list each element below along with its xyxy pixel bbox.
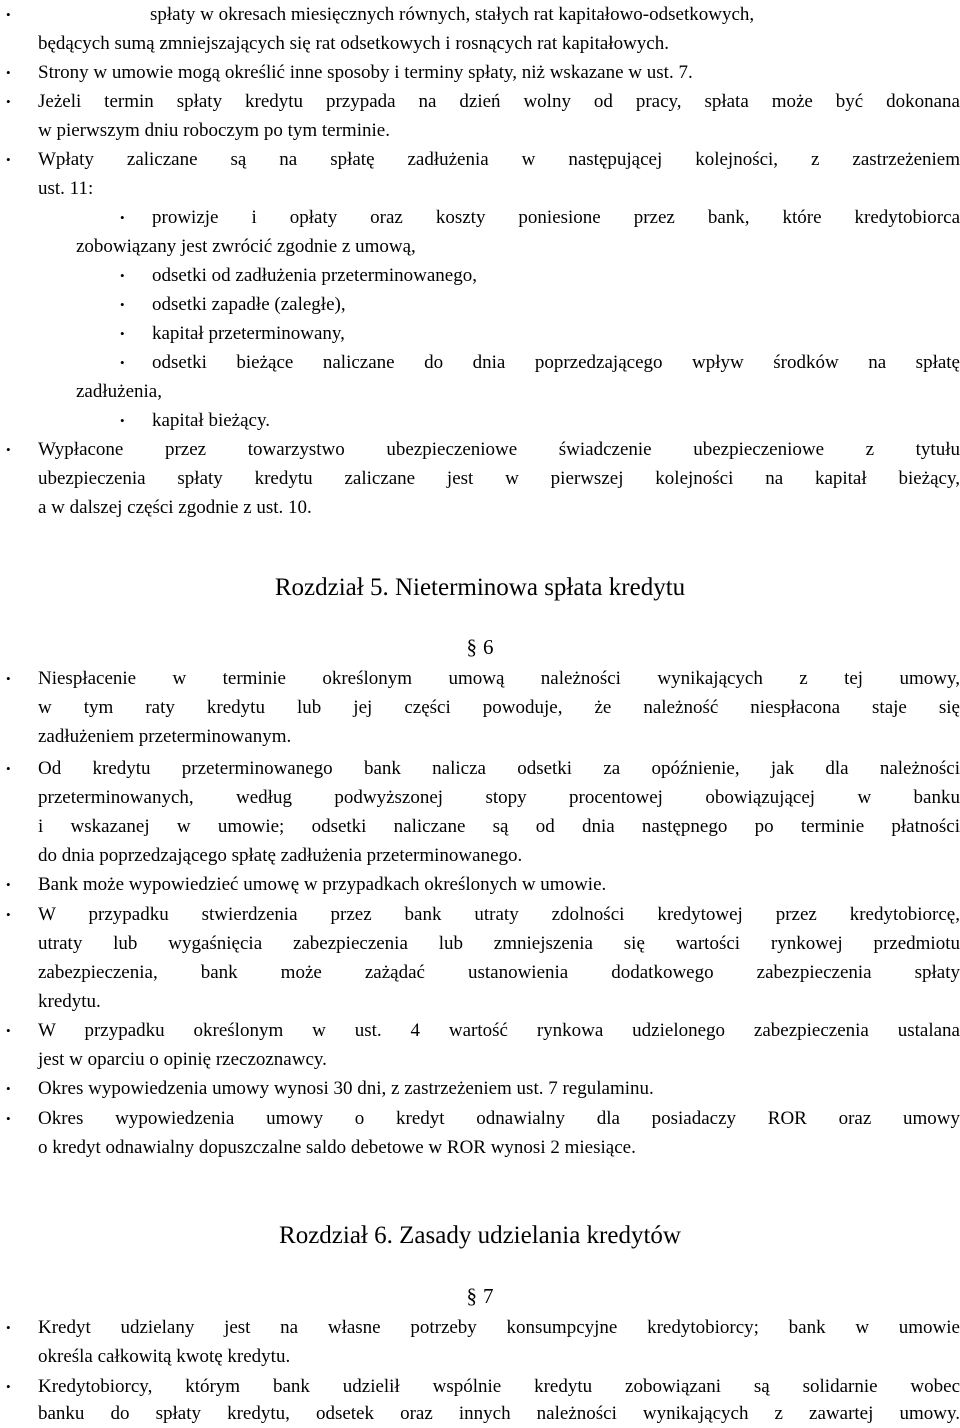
text-line: odsetki bieżące naliczane do dnia poprzedzającego wpływ środków na spłatę bbox=[152, 352, 960, 373]
text-line: a w dalszej części zgodnie z ust. 10. bbox=[38, 497, 312, 518]
list-bullet: • bbox=[6, 1320, 11, 1335]
section-sign: § bbox=[466, 635, 477, 659]
list-bullet: • bbox=[6, 1081, 11, 1096]
text-line: prowizje i opłaty oraz koszty poniesione przez bank, które kredytobiorca bbox=[152, 207, 960, 228]
text-line: do dnia poprzedzającego spłatę zadłużenia przeterminowanego. bbox=[38, 845, 523, 866]
text-line: kapitał bieżący. bbox=[152, 410, 270, 431]
text-line: Okres wypowiedzenia umowy o kredyt odnawialny dla posiadaczy ROR oraz umowy bbox=[38, 1108, 960, 1129]
list-bullet: • bbox=[6, 1379, 11, 1394]
text-line: odsetki zapadłe (zaległe), bbox=[152, 294, 346, 315]
text-line: kapitał przeterminowany, bbox=[152, 323, 345, 344]
text-line: w pierwszym dniu roboczym po tym terminie. bbox=[38, 120, 390, 141]
list-bullet: • bbox=[6, 761, 11, 776]
text-line: będących sumą zmniejszających się rat odsetkowych i rosnących rat kapitałowych. bbox=[38, 33, 669, 54]
text-line: Kredyt udzielany jest na własne potrzeby konsumpcyjne kredytobiorcy; bank w umowie bbox=[38, 1317, 960, 1338]
text-line: w tym raty kredytu lub jej części powoduje, że należność niespłacona staje się bbox=[38, 697, 960, 718]
list-bullet: • bbox=[6, 152, 11, 167]
chapter-heading: Rozdział 5. Nieterminowa spłata kredytu bbox=[274, 574, 686, 601]
text-line: banku do spłaty kredytu, odsetek oraz innych należności wynikających z zawartej umowy. bbox=[38, 1403, 960, 1424]
sub-list-bullet: • bbox=[120, 210, 125, 225]
text-line: utraty lub wygaśnięcia zabezpieczenia lub zmniejszenia się wartości rynkowej przedmiotu bbox=[38, 933, 960, 954]
paragraph-number-value: 7 bbox=[483, 1284, 494, 1308]
sub-list-bullet: • bbox=[120, 355, 125, 370]
paragraph-number-value: 6 bbox=[483, 635, 494, 659]
text-line: Od kredytu przeterminowanego bank nalicza odsetki za opóźnienie, jak dla należności bbox=[38, 758, 960, 779]
list-bullet: • bbox=[6, 65, 11, 80]
list-bullet: • bbox=[6, 1023, 11, 1038]
text-line: spłaty w okresach miesięcznych równych, stałych rat kapitałowo-odsetkowych, bbox=[150, 4, 755, 25]
text-line: W przypadku stwierdzenia przez bank utraty zdolności kredytowej przez kredytobiorcę, bbox=[38, 904, 960, 925]
text-line: ust. 11: bbox=[38, 178, 94, 199]
text-line: Kredytobiorcy, którym bank udzielił wspólnie kredytu zobowiązani są solidarnie wobec bbox=[38, 1376, 960, 1397]
section-sign: § bbox=[466, 1284, 477, 1308]
text-line: o kredyt odnawialny dopuszczalne saldo debetowe w ROR wynosi 2 miesiące. bbox=[38, 1137, 636, 1158]
chapter-heading: Rozdział 6. Zasady udzielania kredytów bbox=[279, 1222, 681, 1249]
list-bullet: • bbox=[6, 1111, 11, 1126]
text-line: Wpłaty zaliczane są na spłatę zadłużenia w następującej kolejności, z zastrzeżeniem bbox=[38, 149, 960, 170]
text-line: przeterminowanych, według podwyższonej stopy procentowej obowiązującej w banku bbox=[38, 787, 960, 808]
text-line: odsetki od zadłużenia przeterminowanego, bbox=[152, 265, 477, 286]
text-line: Strony w umowie mogą określić inne sposoby i terminy spłaty, niż wskazane w ust. 7. bbox=[38, 62, 693, 83]
text-line: Jeżeli termin spłaty kredytu przypada na dzień wolny od pracy, spłata może być dokonana bbox=[38, 91, 960, 112]
sub-list-bullet: • bbox=[120, 268, 125, 283]
text-line: zobowiązany jest zwrócić zgodnie z umową, bbox=[76, 236, 416, 257]
text-line: Niespłacenie w terminie określonym umową należności wynikających z tej umowy, bbox=[38, 668, 960, 689]
text-line: jest w oparciu o opinię rzeczoznawcy. bbox=[38, 1049, 327, 1070]
text-line: zadłużenia, bbox=[76, 381, 162, 402]
text-line: Bank może wypowiedzieć umowę w przypadkach określonych w umowie. bbox=[38, 874, 607, 895]
text-line: i wskazanej w umowie; odsetki naliczane są od dnia następnego po terminie płatności bbox=[38, 816, 960, 837]
list-bullet: • bbox=[6, 94, 11, 109]
text-line: zabezpieczenia, bank może zażądać ustanowienia dodatkowego zabezpieczenia spłaty bbox=[38, 962, 960, 983]
paragraph-number bbox=[0, 1281, 960, 1311]
text-line: określa całkowitą kwotę kredytu. bbox=[38, 1346, 291, 1367]
list-bullet: • bbox=[6, 671, 11, 686]
text-line: kredytu. bbox=[38, 991, 101, 1012]
list-bullet: • bbox=[6, 7, 11, 22]
list-bullet: • bbox=[6, 877, 11, 892]
list-bullet: • bbox=[6, 907, 11, 922]
list-bullet: • bbox=[6, 442, 11, 457]
text-line: ubezpieczenia spłaty kredytu zaliczane jest w pierwszej kolejności na kapitał bieżący, bbox=[38, 468, 960, 489]
text-line: W przypadku określonym w ust. 4 wartość rynkowa udzielonego zabezpieczenia ustalana bbox=[38, 1020, 960, 1041]
sub-list-bullet: • bbox=[120, 297, 125, 312]
text-line: Okres wypowiedzenia umowy wynosi 30 dni, z zastrzeżeniem ust. 7 regulaminu. bbox=[38, 1078, 654, 1099]
paragraph-number bbox=[0, 632, 960, 662]
text-line: Wypłacone przez towarzystwo ubezpieczeniowe świadczenie ubezpieczeniowe z tytułu bbox=[38, 439, 960, 460]
sub-list-bullet: • bbox=[120, 413, 125, 428]
sub-list-bullet: • bbox=[120, 326, 125, 341]
text-line: zadłużeniem przeterminowanym. bbox=[38, 726, 292, 747]
